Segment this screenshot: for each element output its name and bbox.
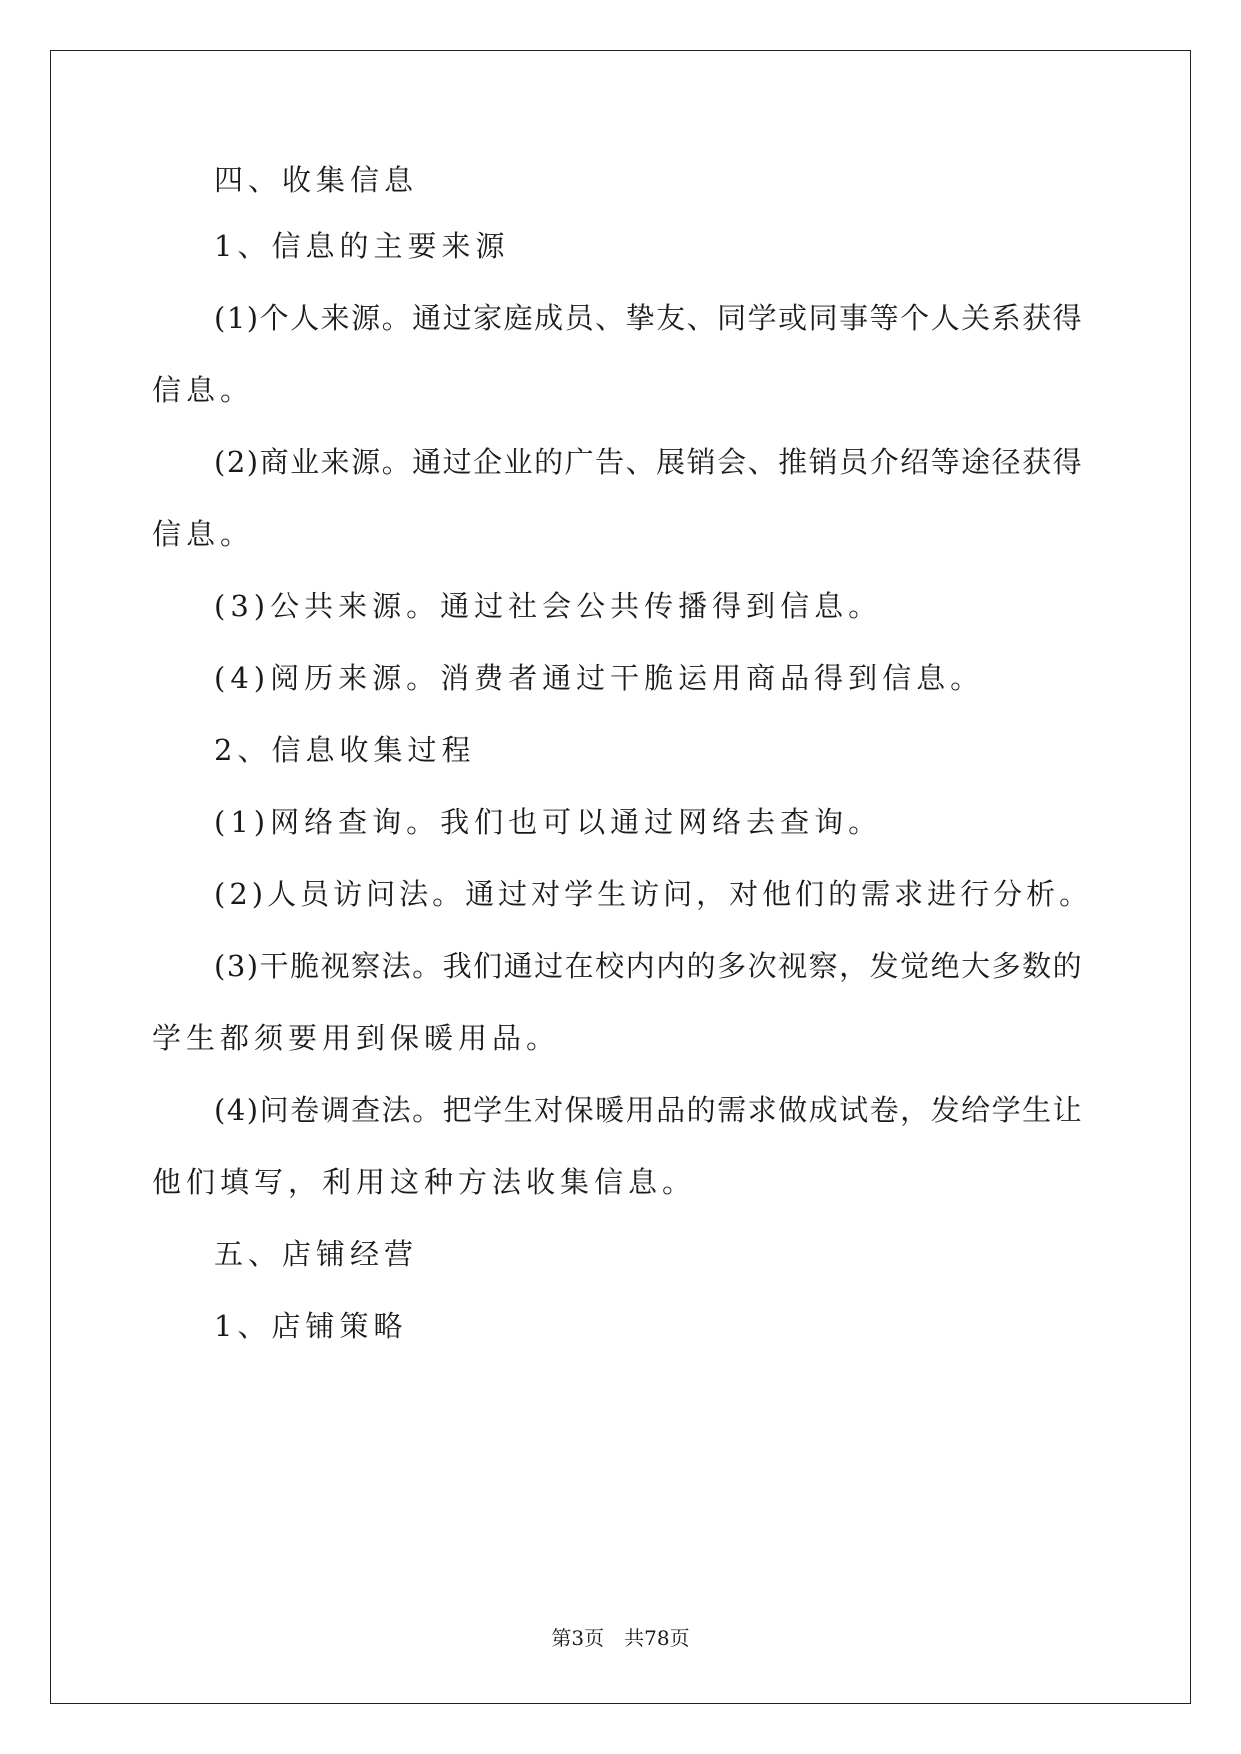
paragraph-line: (4)问卷调查法。把学生对保暖用品的需求做成试卷，发给学生让	[214, 1093, 1084, 1127]
paragraph-line: (2)人员访问法。通过对学生访问，对他们的需求进行分析。	[214, 877, 1093, 911]
section-heading: 五、店铺经营	[214, 1237, 419, 1271]
paragraph-line: 信息。	[152, 373, 255, 407]
page-footer: 第3页 共78页	[551, 1626, 690, 1650]
paragraph-line: 学生都须要用到保暖用品。	[152, 1021, 561, 1055]
subsection-heading: 1、信息的主要来源	[214, 229, 510, 263]
paragraph-line: (3)干脆视察法。我们通过在校内内的多次视察，发觉绝大多数的	[214, 949, 1084, 983]
paragraph-line: 他们填写，利用这种方法收集信息。	[152, 1165, 697, 1199]
paragraph-line: (1)网络查询。我们也可以通过网络去查询。	[214, 805, 883, 839]
paragraph-line: (2)商业来源。通过企业的广告、展销会、推销员介绍等途径获得	[214, 445, 1084, 479]
paragraph-line: (1)个人来源。通过家庭成员、挚友、同学或同事等个人关系获得	[214, 301, 1084, 335]
subsection-heading: 1、店铺策略	[214, 1309, 408, 1343]
paragraph-line: 信息。	[152, 517, 255, 551]
subsection-heading: 2、信息收集过程	[214, 733, 476, 767]
section-heading: 四、收集信息	[214, 163, 419, 197]
paragraph-line: (4)阅历来源。消费者通过干脆运用商品得到信息。	[214, 661, 985, 695]
paragraph-line: (3)公共来源。通过社会公共传播得到信息。	[214, 589, 883, 623]
